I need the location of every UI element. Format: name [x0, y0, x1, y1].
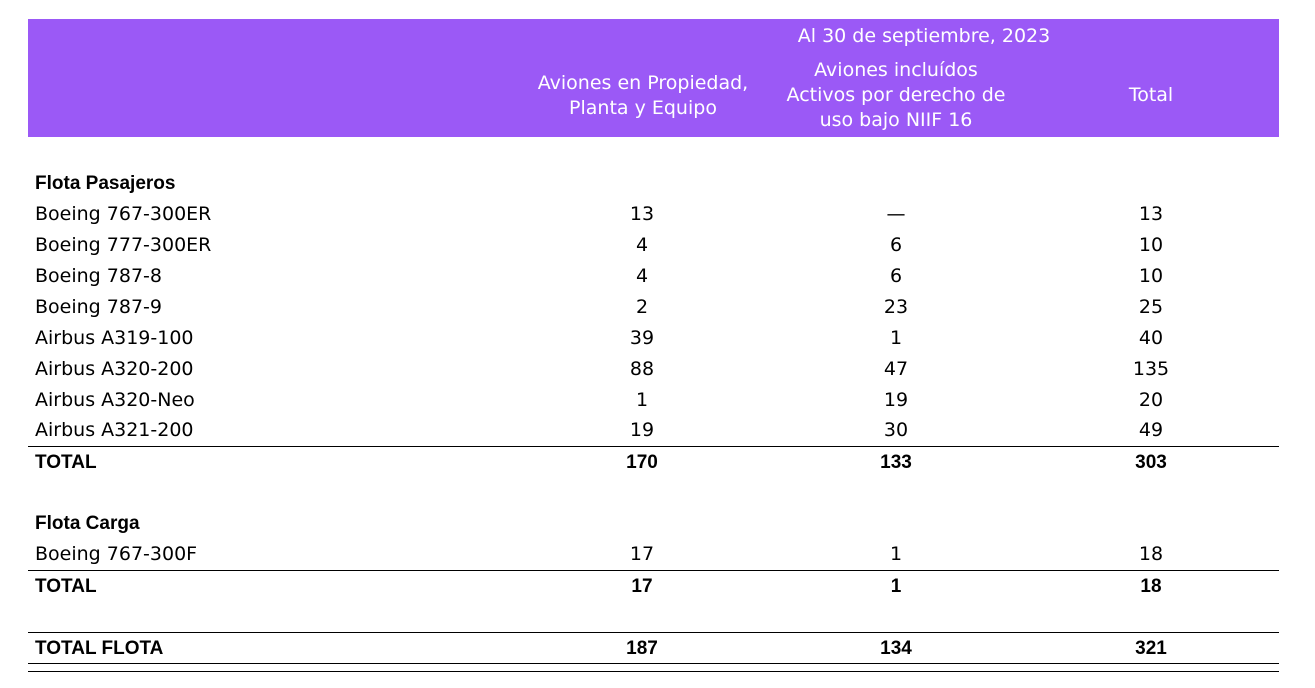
grand-total-total: 321	[1135, 638, 1167, 659]
column-header-line: Planta y Equipo	[569, 97, 717, 119]
cell-total: 20	[1138, 389, 1164, 411]
cell-niif16: 1	[889, 543, 903, 565]
cell-propiedad: 19	[629, 419, 655, 441]
cell-propiedad: 13	[629, 203, 655, 225]
column-header-line: uso bajo NIIF 16	[819, 109, 973, 131]
row-label: Boeing 787-9	[35, 296, 162, 318]
period-heading: Al 30 de septiembre, 2023	[797, 25, 1051, 47]
grand-total-row	[28, 633, 1279, 664]
table-row	[28, 199, 1279, 230]
table-row	[28, 354, 1279, 385]
column-header-line: Aviones en Propiedad,	[537, 72, 749, 94]
cell-total: 49	[1138, 419, 1164, 441]
table-row	[28, 230, 1279, 261]
table-row	[28, 415, 1279, 446]
total-row	[28, 447, 1279, 478]
section-title: Flota Pasajeros	[35, 173, 176, 194]
column-header-niif16	[768, 58, 1024, 133]
total-niif16: 1	[890, 576, 902, 597]
cell-niif16: 1	[889, 327, 903, 349]
double-underline-bottom	[28, 671, 1279, 672]
cell-niif16: 23	[883, 296, 909, 318]
row-label: Boeing 767-300F	[35, 543, 198, 565]
cell-total: 10	[1138, 234, 1164, 256]
row-label: Airbus A321-200	[35, 419, 194, 441]
cell-total: 135	[1132, 358, 1170, 380]
cell-niif16: 47	[883, 358, 909, 380]
section-title: Flota Carga	[35, 513, 140, 534]
total-total: 303	[1135, 452, 1167, 473]
row-label: Boeing 777-300ER	[35, 234, 212, 256]
grand-total-label: TOTAL FLOTA	[35, 638, 164, 659]
cell-propiedad: 88	[629, 358, 655, 380]
cell-total: 18	[1138, 543, 1164, 565]
cell-total: 25	[1138, 296, 1164, 318]
total-row	[28, 571, 1279, 602]
cell-total: 10	[1138, 265, 1164, 287]
cell-propiedad: 4	[635, 265, 649, 287]
table-header	[28, 19, 1279, 137]
table-row	[28, 292, 1279, 323]
table-row	[28, 539, 1279, 570]
cell-propiedad: 4	[635, 234, 649, 256]
cell-niif16: 6	[889, 265, 903, 287]
cell-niif16: 19	[883, 389, 909, 411]
cell-total: 13	[1138, 203, 1164, 225]
cell-propiedad: 39	[629, 327, 655, 349]
column-header-total: Total	[1128, 84, 1174, 106]
total-niif16: 133	[880, 452, 912, 473]
total-propiedad: 17	[631, 576, 653, 597]
row-label: Airbus A320-200	[35, 358, 194, 380]
grand-total-niif16: 134	[880, 638, 912, 659]
total-label: TOTAL	[35, 452, 97, 473]
cell-niif16: 30	[883, 419, 909, 441]
row-label: Airbus A320-Neo	[35, 389, 195, 411]
row-label: Boeing 767-300ER	[35, 203, 212, 225]
cell-total: 40	[1138, 327, 1164, 349]
cell-propiedad: 17	[629, 543, 655, 565]
cell-niif16: —	[886, 203, 906, 225]
column-header-propiedad	[518, 71, 768, 121]
table-row	[28, 261, 1279, 292]
total-propiedad: 170	[626, 452, 658, 473]
total-total: 18	[1140, 576, 1162, 597]
row-label: Boeing 787-8	[35, 265, 162, 287]
grand-total-propiedad: 187	[626, 638, 658, 659]
total-label: TOTAL	[35, 576, 97, 597]
column-header-line: Activos por derecho de	[786, 84, 1006, 106]
table-row	[28, 385, 1279, 416]
table-row	[28, 323, 1279, 354]
column-header-line: Aviones incluídos	[814, 59, 978, 81]
cell-niif16: 6	[889, 234, 903, 256]
cell-propiedad: 1	[635, 389, 649, 411]
row-label: Airbus A319-100	[35, 327, 194, 349]
double-underline-top	[28, 663, 1279, 664]
section-title-row	[28, 168, 1279, 199]
cell-propiedad: 2	[635, 296, 649, 318]
section-title-row	[28, 508, 1279, 539]
